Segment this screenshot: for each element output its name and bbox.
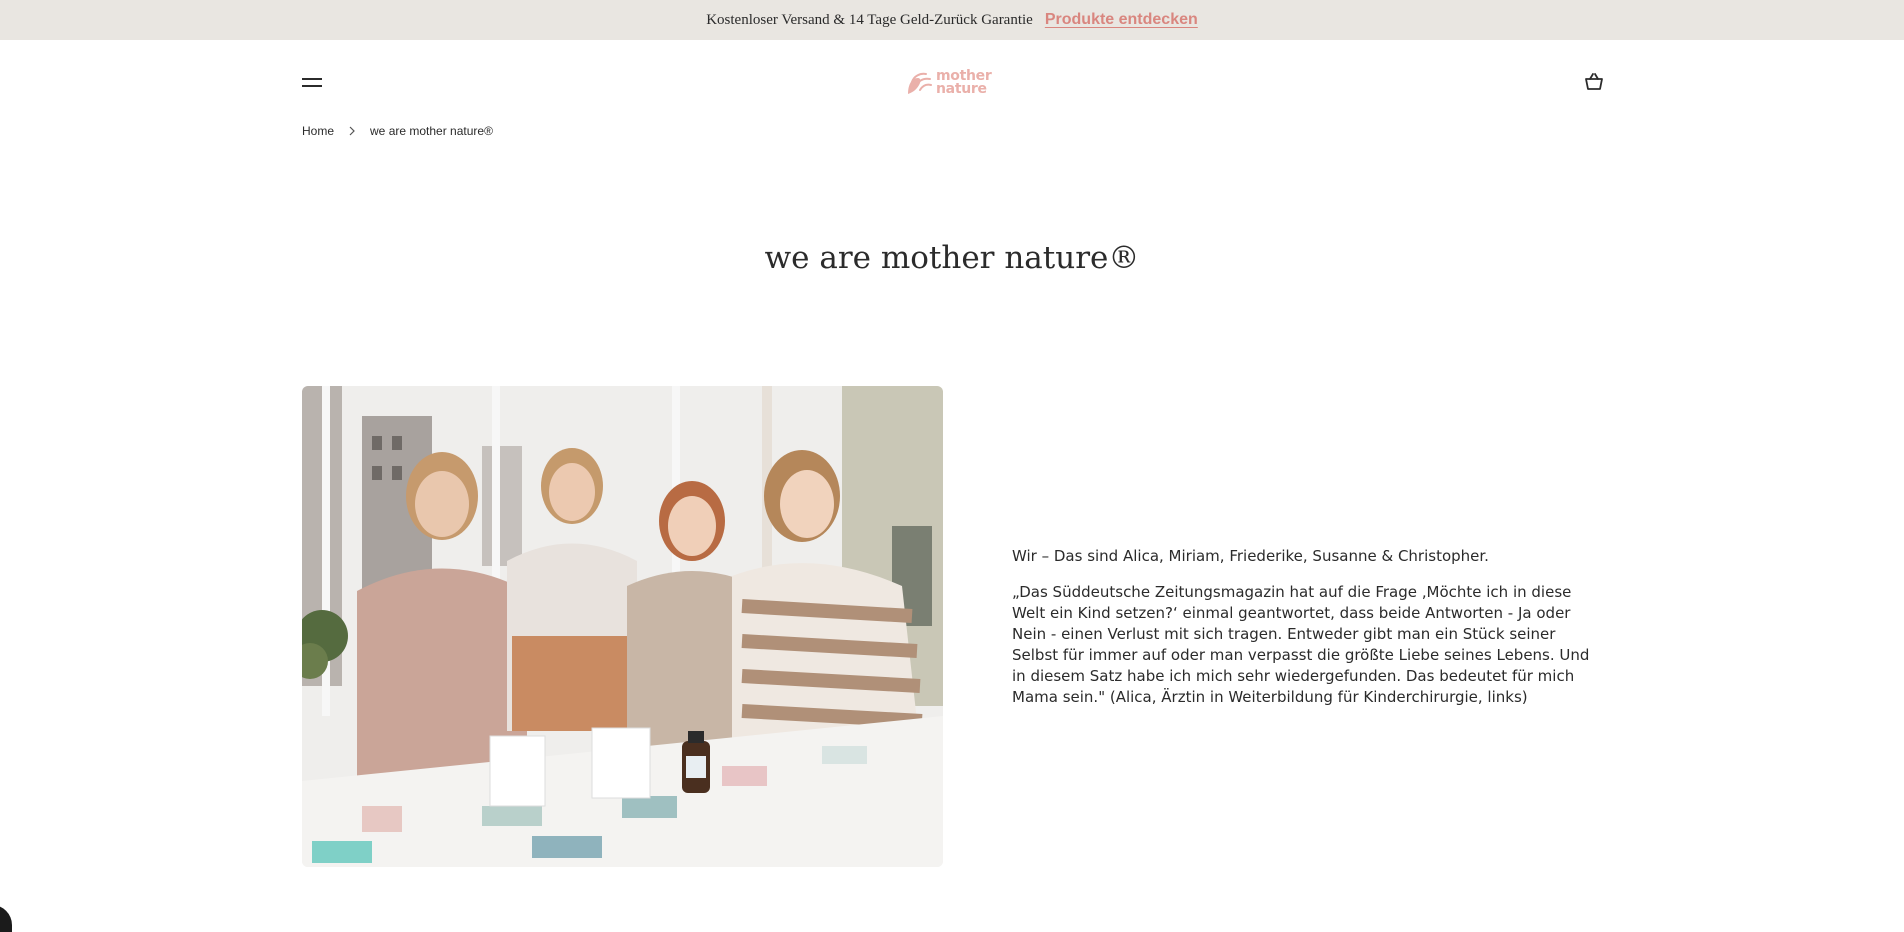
page-title: we are mother nature® [764, 240, 1140, 276]
site-header [0, 40, 1904, 124]
logo-text-line1: mother [936, 68, 992, 84]
shopping-basket-icon[interactable] [1583, 71, 1605, 93]
announcement-text: Kostenloser Versand & 14 Tage Geld-Zurück Garantie [706, 11, 1033, 28]
team-text [1012, 546, 1592, 723]
team-photo [302, 386, 943, 867]
hamburger-menu-icon[interactable] [302, 76, 324, 90]
intro-paragraph: Wir – Das sind Alica, Miriam, Friederike, Susanne & Christopher. [1012, 547, 1489, 565]
breadcrumb-home-link[interactable]: Home [302, 124, 335, 138]
chevron-right-icon [348, 126, 356, 136]
chat-widget-edge[interactable] [0, 905, 12, 932]
breadcrumb-current: we are mother nature® [370, 124, 493, 138]
breadcrumb [302, 124, 493, 138]
brand-logo[interactable] [906, 66, 1002, 100]
announcement-bar [0, 0, 1904, 40]
discover-products-link[interactable]: Produkte entdecken [1044, 11, 1198, 28]
logo-text-line2: nature [936, 81, 987, 97]
quote-paragraph: „Das Süddeutsche Zeitungsmagazin hat auf die Frage ‚Möchte ich in diese Welt ein Kind setzen?‘ einmal geantwortet, dass beide Antworten - Ja oder Nein - einen Verlust mit sich tragen. Entweder gibt man ein Stück seiner Selbst für immer auf oder man verpasst die größte Liebe seines Lebens. Und in diesem Satz habe ich mich sehr wiedergefunden. Das bedeutet für mich Mama sein." (Alica, Ärztin in Weiterbildung für Kinderchirurgie, links) [1012, 583, 1590, 706]
logo-leaf-icon [906, 70, 932, 96]
